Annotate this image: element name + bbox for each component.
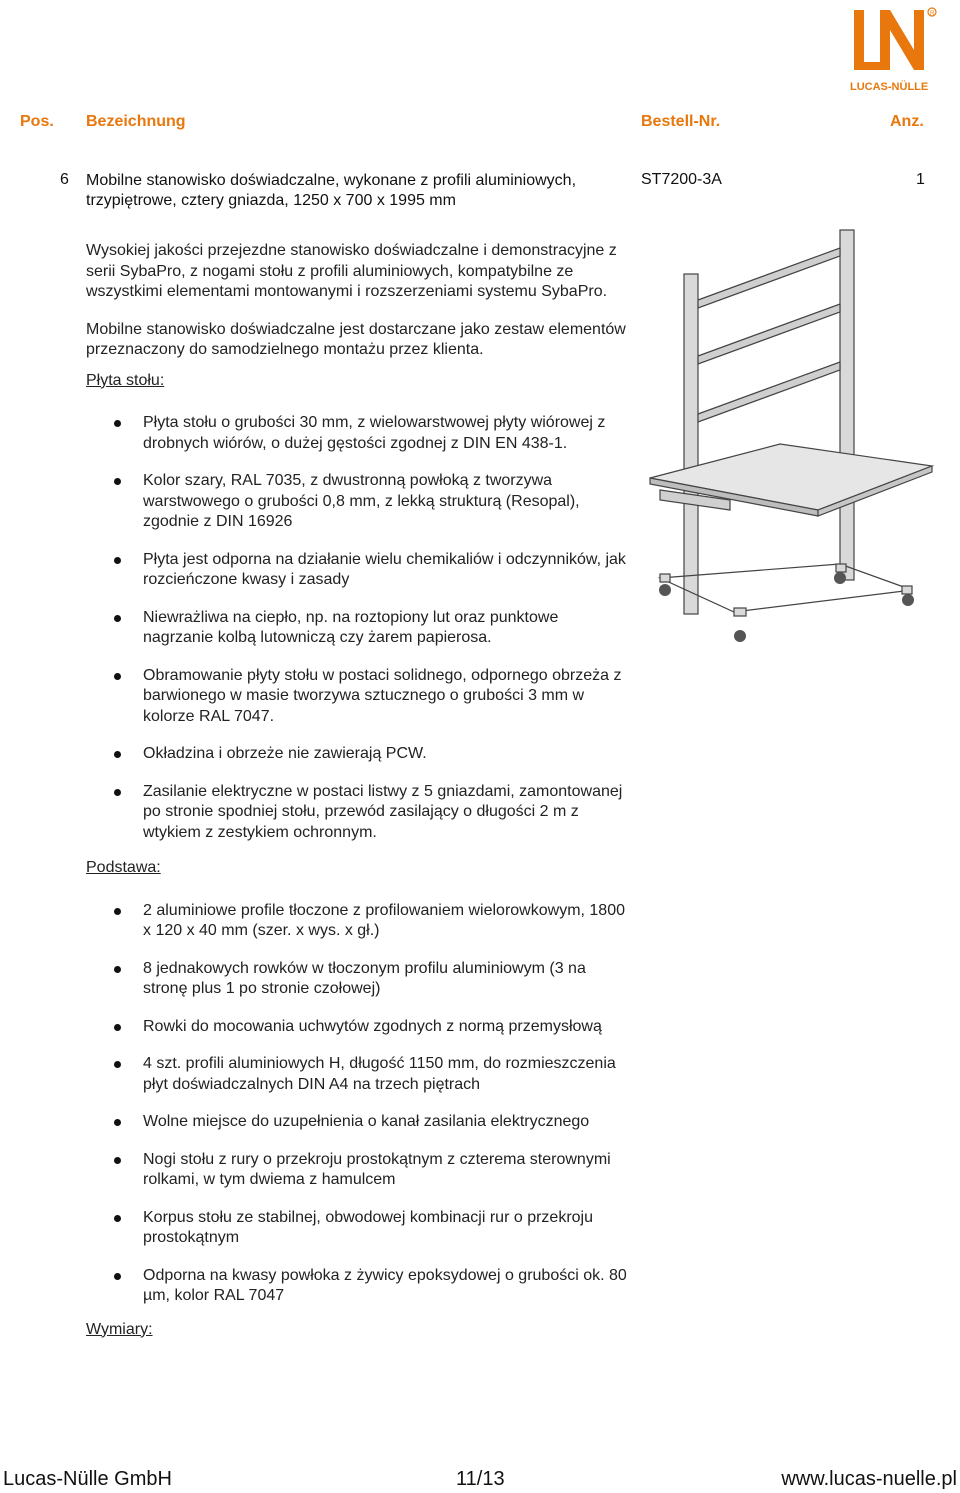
product-image (640, 228, 960, 648)
item-title: Mobilne stanowisko doświadczalne, wykonane z profili aluminiowych, trzypiętrowe, cztery gniazda, 1250 x 700 x 1995 mm (86, 172, 577, 209)
list-item: Płyta jest odporna na działanie wielu chemikaliów i odczynników, jak rozcieńczone kwasy i zasady (86, 550, 631, 591)
list-item: 8 jednakowych rowków w tłoczonym profilu aluminiowym (3 na stronę plus 1 po stronie czołowej) (86, 959, 631, 1000)
description (86, 241, 631, 1362)
item-pos: 6 (60, 171, 69, 188)
section-title: Płyta stołu: (86, 371, 165, 389)
list-item: Okładzina i obrzeże nie zawierają PCW. (86, 744, 631, 765)
list-item: Zasilanie elektryczne w postaci listwy z 5 gniazdami, zamontowanej po stronie spodniej stołu, przewód zasilający o długości 2 m z wtykiem z zestykiem ochronnym. (86, 782, 631, 844)
list-item: Korpus stołu ze stabilnej, obwodowej kombinacji rur o przekroju prostokątnym (86, 1208, 631, 1249)
logo-text: LUCAS-NÜLLE (850, 81, 929, 93)
list-item: Kolor szary, RAL 7035, z dwustronną powłoką z tworzywa warstwowego o grubości 0,8 mm, z lekką strukturą (Resopal), zgodnie z DIN 16926 (86, 471, 631, 533)
intro-paragraph: Wysokiej jakości przejezdne stanowisko doświadczalne i demonstracyjne z serii SybaPro, z nogami stołu z profili aluminiowych, kompatybilne ze wszystkimi elementami montowanymi i rozszerzeniami systemu SybaPro. (86, 242, 617, 300)
page-footer (0, 1468, 960, 1492)
list-item: Niewrażliwa na ciepło, np. na roztopiony lut oraz punktowe nagrzanie kolbą lutowniczą czy żarem papierosa. (86, 608, 631, 649)
list-item: 4 szt. profili aluminiowych H, długość 1150 mm, do rozmieszczenia płyt doświadczalnych DIN A4 na trzech piętrach (86, 1054, 631, 1095)
list-item: Rowki do mocowania uchwytów zgodnych z normą przemysłową (86, 1017, 631, 1038)
list-item: Nogi stołu z rury o przekroju prostokątnym z czterema sterownymi rolkami, w tym dwiema z hamulcem (86, 1150, 631, 1191)
header-bezeichnung: Bezeichnung (86, 113, 186, 130)
header-bestell-nr: Bestell-Nr. (641, 113, 721, 130)
list-item: Obramowanie płyty stołu w postaci solidnego, odpornego obrzeża z barwionego w masie tworzywa sztucznego o grubości 3 mm w kolorze RAL 7047. (86, 666, 631, 728)
footer-page-number: 11/13 (456, 1468, 505, 1490)
header-anz: Anz. (890, 113, 924, 130)
header-pos: Pos. (20, 113, 54, 130)
svg-text:R: R (930, 11, 935, 17)
item-quantity: 1 (916, 171, 925, 188)
list-item: 2 aluminiowe profile tłoczone z profilowaniem wielorowkowym, 1800 x 120 x 40 mm (szer. x wys. x gł.) (86, 901, 631, 942)
lucas-nuelle-logo (846, 4, 942, 96)
table-header (0, 113, 960, 137)
list-item: Płyta stołu o grubości 30 mm, z wielowarstwowej płyty wiórowej z drobnych wiórów, o dużej gęstości zgodnej z DIN EN 438-1. (86, 413, 631, 454)
section-title: Podstawa: (86, 859, 161, 876)
footer-website-link[interactable]: www.lucas-nuelle.pl (781, 1468, 957, 1490)
list-item: Odporna na kwasy powłoka z żywicy epoksydowej o grubości ok. 80 µm, kolor RAL 7047 (86, 1266, 631, 1307)
list-item: Wolne miejsce do uzupełnienia o kanał zasilania elektrycznego (86, 1112, 631, 1133)
bullet-list (86, 413, 631, 843)
intro-paragraph: Mobilne stanowisko doświadczalne jest dostarczane jako zestaw elementów przeznaczony do samodzielnego montażu przez klienta. (86, 320, 626, 358)
footer-company: Lucas-Nülle GmbH (3, 1468, 172, 1490)
section-title: Wymiary: (86, 1320, 153, 1338)
bullet-list (86, 901, 631, 1307)
item-order-number: ST7200-3A (641, 171, 722, 188)
